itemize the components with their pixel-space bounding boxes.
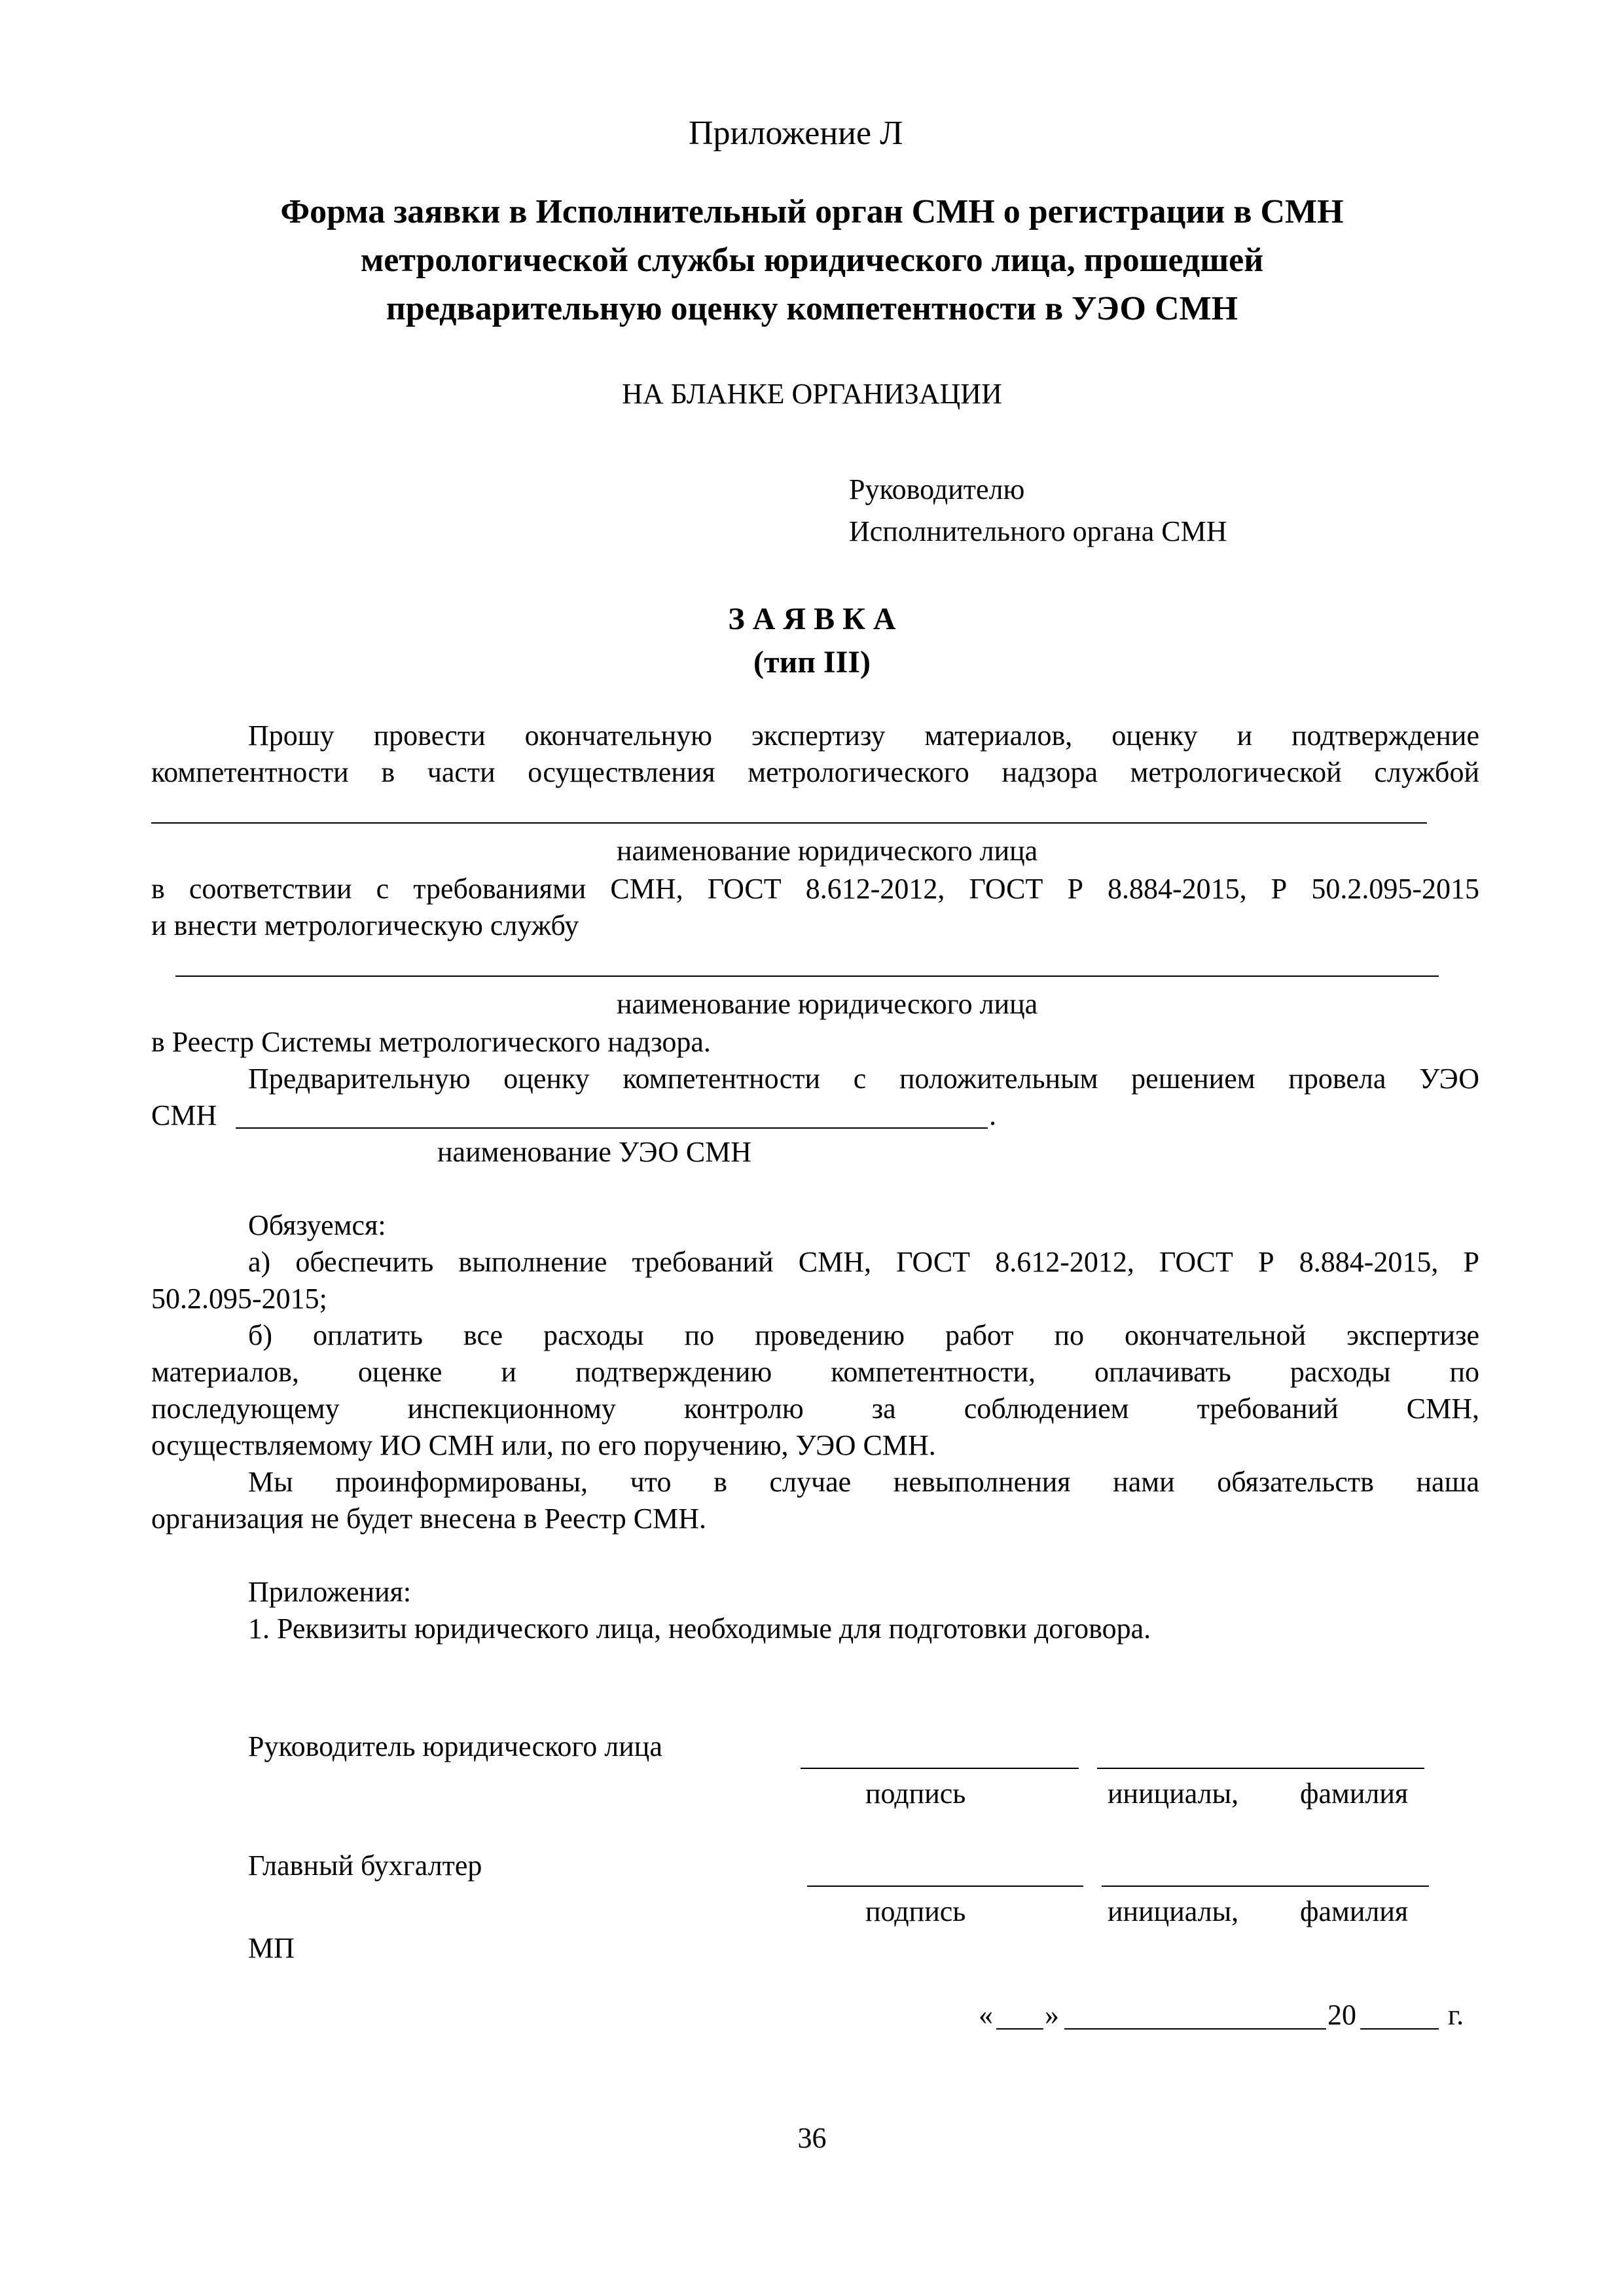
accountant-surname-caption: фамилия [1300, 1895, 1409, 1927]
obligation-b-line-4: осуществляемому ИО СМН или, по его поручению, УЭО СМН. [151, 1429, 936, 1461]
paragraph-requirements-line-2: и внести метрологическую службу [151, 909, 579, 941]
legal-entity-blank-1[interactable] [151, 822, 1427, 824]
paragraph-request-line-2: компетентности в части осуществления метрологического надзора метрологической службой [151, 756, 1479, 788]
addressee-line-1: Руководителю [849, 473, 1025, 505]
attachment-item-1: 1. Реквизиты юридического лица, необходимые для подготовки договора. [248, 1613, 1151, 1645]
obligation-a-line-1: а) обеспечить выполнение требований СМН, ГОСТ 8.612-2012, ГОСТ Р 8.884-2015, Р [248, 1246, 1479, 1278]
head-initials-caption: инициалы, [1108, 1777, 1239, 1810]
accountant-signature-blank[interactable] [807, 1886, 1083, 1887]
head-name-blank[interactable] [1097, 1768, 1424, 1769]
head-of-entity-label: Руководитель юридического лица [248, 1730, 662, 1762]
obligation-a-line-2: 50.2.095-2015; [151, 1283, 327, 1315]
paragraph-preliminary-suffix: . [989, 1099, 996, 1131]
informed-line-1: Мы проинформированы, что в случае невыполнения нами обязательств наша [248, 1466, 1479, 1498]
head-signature-blank[interactable] [801, 1768, 1079, 1769]
date-month-blank[interactable] [1064, 2028, 1326, 2030]
obligation-b-line-2: материалов, оценке и подтверждению компетентности, оплачивать расходы по [151, 1356, 1479, 1388]
form-title-line-1: Форма заявки в Исполнительный орган СМН о регистрации в СМН [280, 193, 1344, 230]
accountant-name-blank[interactable] [1102, 1886, 1429, 1887]
obligation-b-line-3: последующему инспекционному контролю за соблюдением требований СМН, [151, 1393, 1479, 1425]
stamp-placeholder-label: МП [248, 1932, 295, 1964]
obligations-heading: Обязуемся: [248, 1209, 386, 1241]
form-title-line-3: предварительную оценку компетентности в УЭО СМН [386, 290, 1238, 327]
obligation-b-line-1: б) оплатить все расходы по проведению работ по окончательной экспертизе [248, 1319, 1479, 1351]
paragraph-preliminary-prefix: СМН [151, 1099, 217, 1131]
appendix-label: Приложение Л [689, 115, 903, 152]
legal-entity-caption-1: наименование юридического лица [617, 835, 1038, 867]
paragraph-request-line-1: Прошу провести окончательную экспертизу материалов, оценку и подтверждение [248, 720, 1479, 752]
date-close-quote: » [1045, 1999, 1059, 2031]
date-year-suffix: г. [1448, 1999, 1464, 2031]
document-title: З А Я В К А [728, 602, 896, 636]
ueo-name-caption: наименование УЭО СМН [437, 1136, 752, 1168]
date-year-blank[interactable] [1360, 2028, 1439, 2030]
date-day-blank[interactable] [996, 2028, 1043, 2030]
accountant-initials-caption: инициалы, [1108, 1895, 1239, 1927]
head-signature-caption: подпись [865, 1777, 966, 1810]
document-type: (тип III) [753, 645, 871, 680]
legal-entity-blank-2[interactable] [175, 975, 1439, 977]
form-title-line-2: метрологической службы юридического лица, прошедшей [360, 242, 1264, 279]
accountant-signature-caption: подпись [865, 1895, 966, 1927]
attachments-heading: Приложения: [248, 1576, 412, 1608]
letterhead-note: НА БЛАНКЕ ОРГАНИЗАЦИИ [622, 378, 1002, 410]
paragraph-registry-line: в Реестр Системы метрологического надзора. [151, 1026, 711, 1058]
informed-line-2: организация не будет внесена в Реестр СМН. [151, 1503, 707, 1535]
head-surname-caption: фамилия [1300, 1777, 1409, 1810]
addressee-line-2: Исполнительного органа СМН [849, 515, 1227, 547]
date-open-quote: « [979, 1999, 993, 2031]
paragraph-requirements-line-1: в соответствии с требованиями СМН, ГОСТ 8.612-2012, ГОСТ Р 8.884-2015, Р 50.2.095-2015 [151, 873, 1479, 905]
page-number: 36 [797, 2122, 827, 2154]
chief-accountant-label: Главный бухгалтер [248, 1850, 482, 1882]
ueo-name-blank[interactable] [236, 1127, 988, 1129]
legal-entity-caption-2: наименование юридического лица [617, 988, 1038, 1020]
paragraph-preliminary-line-1: Предварительную оценку компетентности с положительным решением провела УЭО [248, 1063, 1479, 1095]
date-year-prefix: 20 [1327, 1999, 1356, 2031]
